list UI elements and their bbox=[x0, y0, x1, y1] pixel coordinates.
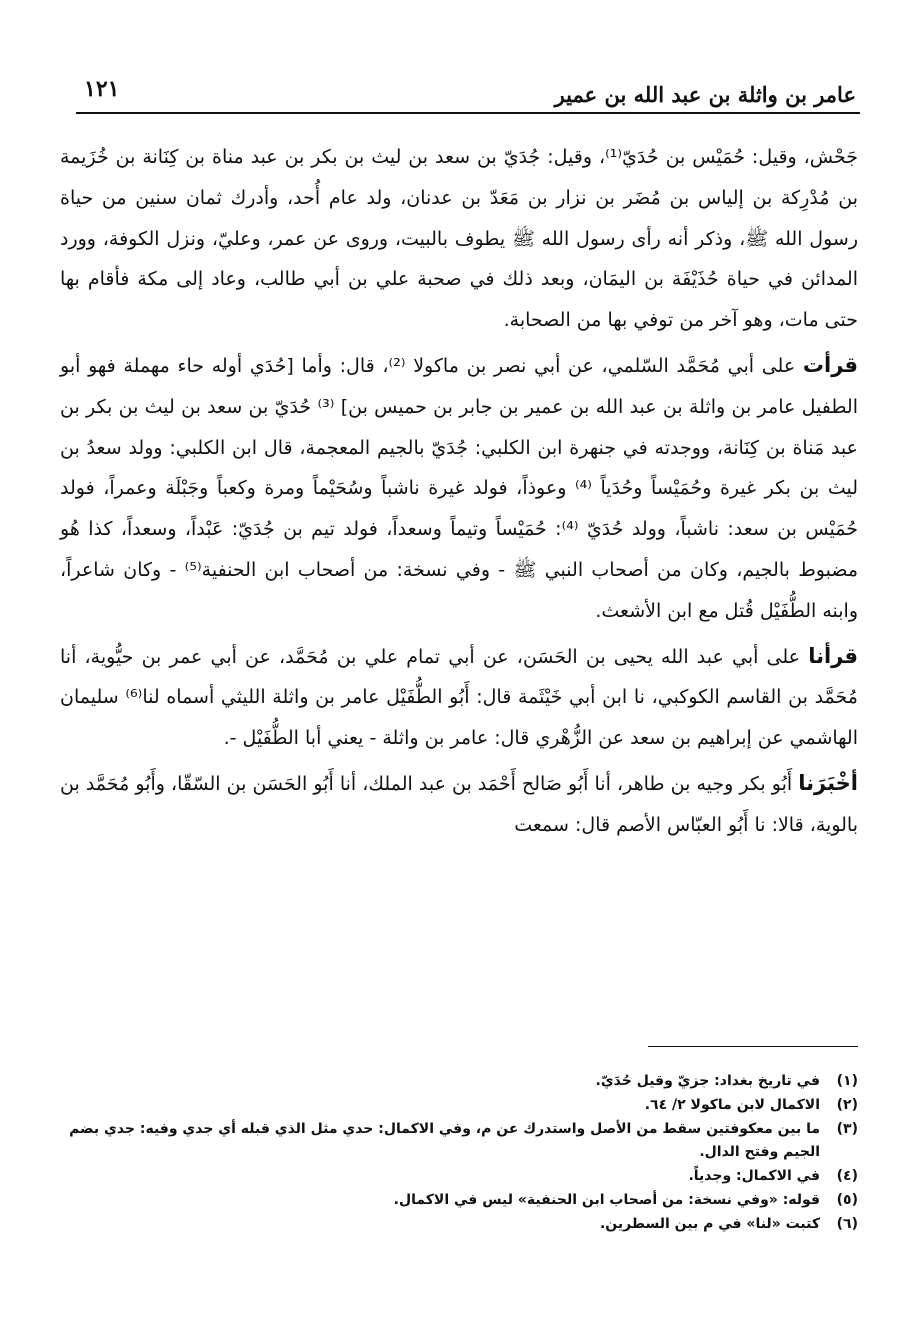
footnote-text: قوله: «وفي نسخة: من أصحاب ابن الحنفية» ليس في الاكمال. bbox=[393, 1191, 820, 1208]
paragraph bbox=[60, 763, 858, 846]
page-header bbox=[76, 72, 860, 114]
footnote bbox=[60, 1165, 858, 1189]
paragraph bbox=[60, 345, 858, 632]
footnote-text: كتبت «لنا» في م بين السطرين. bbox=[599, 1215, 820, 1232]
footnote-text: في تاريخ بغداد: جزيّ وقيل حُدَيّ. bbox=[595, 1073, 820, 1089]
footnote-text: ما بين معكوفتين سقط من الأصل واستدرك عن م، وفي الاكمال: حدي مثل الذي قبله أي جدي وفيه: جدي بضم الجيم وفتح الدال. bbox=[69, 1120, 820, 1161]
footnote bbox=[60, 1118, 858, 1166]
paragraph-lead: قرأنا bbox=[808, 643, 858, 668]
footnote-number: (١) bbox=[836, 1073, 858, 1089]
footnote-number: (٤) bbox=[836, 1168, 858, 1185]
footnote bbox=[60, 1094, 858, 1118]
footnote-number: (٣) bbox=[836, 1120, 858, 1137]
paragraph-text: على أبي مُحَمَّد السّلمي، عن أبي نصر بن ماكولا ⁽²⁾، قال: وأما [حُدَي أوله حاء مهملة فهو أبو الطفيل عامر بن واثلة بن عبد الله بن عمير بن جابر بن حميس بن] ⁽³⁾ حُدَيّ بن سعد بن ليث بن بكر بن عبد مَناة بن كِنَانة، ووجدته في جنهرة ابن الكلبي: جُدَيّ بالجيم المعجمة، قال ابن الكلبي: وولد سعدُ بن ليث بن بكر غيرة وحُمَيْساً وحُدَياً ⁽⁴⁾ وعوذاً، فولد غيرة ناشباً وسُحَيْماً ومرة وكعباً وجَبْلَة وعمراً، فولد حُمَيْس بن سعد: ناشباً، وولد حُدَيّ ⁽⁴⁾: حُمَيْساً وتيماً وسعداً، فولد تيم بن جُدَيّ: عَبْداً، وسعداً، كذا هُو مضبوط بالجيم، وكان من أصحاب النبي ﷺ - وفي نسخة: من أصحاب ابن الحنفية⁽⁵⁾ - وكان شاعراً، وابنه الطُّفَيْل قُتل مع ابن الأشعث. bbox=[60, 354, 859, 622]
page-number: ١٢١ bbox=[84, 76, 120, 102]
paragraph-lead: قرأت bbox=[802, 352, 859, 377]
running-title: عامر بن واثلة بن عبد الله بن عمير bbox=[554, 82, 856, 107]
footnotes bbox=[60, 1070, 858, 1237]
paragraph-text: على أبي عبد الله يحيى بن الحَسَن، عن أبي تمام علي بن مُحَمَّد، عن أبي عمر بن حيُّوية، أنا مُحَمَّد بن القاسم الكوكبي، نا ابن أبي خَيْثَمة قال: أَبُو الطُّفَيْل عامر بن واثلة الليثي أسماه لنا⁽⁶⁾ سليمان الهاشمي عن إبراهيم بن سعد عن الزُّهْري قال: عامر بن واثلة - يعني أبا الطُّفَيْل -. bbox=[60, 645, 858, 750]
footnote bbox=[60, 1189, 858, 1213]
paragraph-lead: أخْبَرَنا bbox=[798, 770, 858, 795]
footnote-number: (٦) bbox=[836, 1215, 858, 1232]
footnote-text: في الاكمال: وجدياً. bbox=[688, 1168, 820, 1185]
footnote-divider bbox=[648, 1046, 858, 1047]
footnote-number: (٥) bbox=[836, 1191, 858, 1208]
footnote bbox=[60, 1070, 858, 1094]
footnote-number: (٢) bbox=[836, 1096, 858, 1113]
footnote bbox=[60, 1213, 858, 1237]
body-text bbox=[60, 136, 858, 846]
paragraph bbox=[60, 636, 858, 759]
footnote-text: الاكمال لابن ماكولا ٢/ ٦٤. bbox=[644, 1096, 820, 1113]
paragraph bbox=[60, 136, 858, 341]
paragraph-text: أَبُو بكر وجيه بن طاهر، أنا أَبُو صَالح أَحْمَد بن عبد الملك، أنا أَبُو الحَسَن بن السّقّا، وأَبُو مُحَمَّد بن بالوية، قالا: نا أَبُو العبّاس الأصم قال: سمعت bbox=[60, 772, 858, 836]
paragraph-text: جَحْش، وقيل: حُمَيْس بن حُدَيّ⁽¹⁾، وقيل: جُدَيّ بن سعد بن ليث بن بكر بن عبد مناة بن كِنَانة بن خُزَيمة بن مُدْرِكة بن إلياس بن مُضَر بن نزار بن مَعَدّ بن عدنان، ولد عام أُحد، وأدرك ثمان سنين من حياة رسول الله ﷺ، وذكر أنه رأى رسول الله ﷺ يطوف بالبيت، وروى عن عمر، وعليّ، ونزل الكوفة، وورد المدائن في حياة حُذَيْفَة بن اليمَان، وبعد ذلك في صحبة علي بن أبي طالب، وعاد إلى مكة فأقام بها حتى مات، وهو آخر من توفي بها من الصحابة. bbox=[60, 146, 859, 332]
